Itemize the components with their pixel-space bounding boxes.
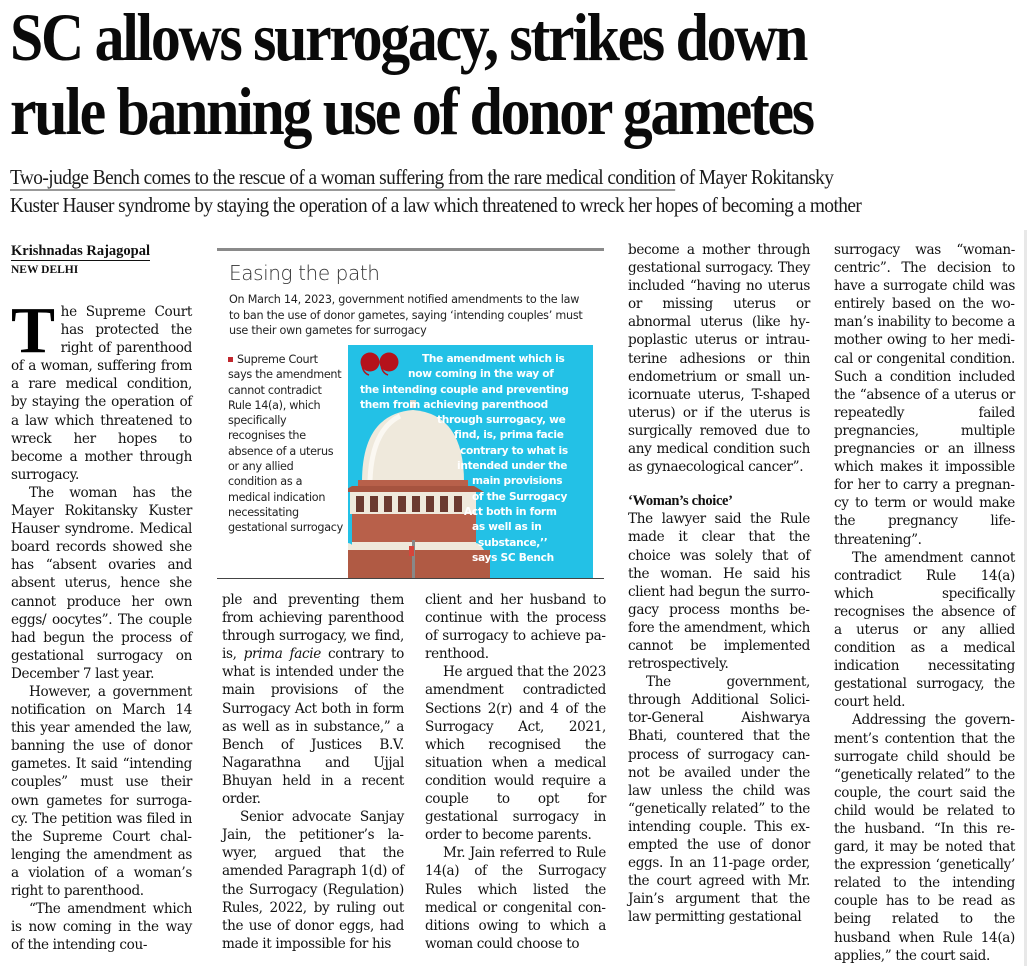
article-column-4	[628, 241, 810, 926]
divider	[217, 578, 604, 579]
italic-text: prima facie	[243, 646, 321, 663]
deck-subheadline	[10, 163, 948, 219]
paragraph: client and her husband to continue with the process of surrogacy to achieve parenthood.	[425, 592, 606, 663]
byline: Krishnadas Rajagopal	[11, 243, 150, 259]
article-column-5	[834, 241, 1015, 965]
paragraph: He argued that the 2023 amendment contradicted Sections 2(r) and 4 of the Surrogacy Act, 2021, which recognised the situation when a medical condition would require a couple to opt for gestational surrogacy in order to become parents.	[425, 664, 606, 844]
deck-text: of Mayer Rokitansky	[675, 165, 834, 189]
headline-line-2: rule banning use of donor gametes	[10, 73, 813, 149]
section-subhead: ‘Woman’s choice’	[628, 493, 733, 510]
pull-quote: The amendment which is now coming in the way of the intending couple and preventing them from achieving parenthood through surrogacy, we find, is, prima facie contrary to what is intended under the main provisions of the Surrogacy Act both in form as well as in substance,’’ says SC Bench	[360, 353, 569, 564]
infobox-title: Easing the path	[229, 261, 380, 285]
quote-panel	[348, 345, 593, 578]
article-column-1	[11, 294, 192, 954]
dateline: NEW DELHI	[11, 264, 79, 276]
bullet-square-icon	[228, 357, 233, 362]
infobox-intro: On March 14, 2023, government notified amendments to the law to ban the use of donor gametes, saying ‘intending couples’ must use their own gametes for surrogacy	[229, 293, 583, 338]
lead-paragraph: The Supreme Court has protected the right of parenthood of a woman, suffering from a rare medical condition, by staying the operation of a law which threatened to wreck her hopes to become a mother through surrogacy.	[11, 294, 192, 483]
paragraph: The amendment cannot contradict Rule 14(a) which specifically recognises the absence of a uterus or any allied condition as a medical indication necessitating gestational surrogacy, the court held.	[834, 549, 1015, 711]
paragraph: The lawyer said the Rule made it clear that the choice was solely that of the woman. He said his client had begun the surrogacy process months before the amendment, which cannot be implemented retrospectively.	[628, 511, 810, 673]
deck-underlined-text: Two-judge Bench comes to the rescue of a woman suffering from the rare medical condition	[10, 165, 676, 189]
paragraph: The woman has the Mayer Rokitansky Kuster Hauser syndrome. Medical board records showed she has “absent ovaries and absent uterus, hence she cannot produce her own eggs/ oocytes”. The couple had begun the process of gestational surrogacy on December 7 last year.	[11, 484, 192, 682]
infobox-bullet: Supreme Court says the amendment cannot contradict Rule 14(a), which specifically recognises the absence of a uterus or any allied condition as a medical indication necessitating gestational surrogacy	[228, 353, 343, 535]
paragraph: ple and preventing them from achieving parenthood through surrogacy, we find, is, prima facie contrary to what is intended under the main provisions of the Surrogacy Act both in form as well as in substance,” a Bench of Justices B.V. Nagarathna and Ujjal Bhuyan held in a recent order.	[222, 592, 404, 808]
article-column-2	[222, 591, 404, 953]
paragraph: Addressing the government’s contention that the surrogate child should be “genetically related” to the couple, the court said the child would be related to the husband. “In this regard, it may be noted that the expression ‘genetically’ related to the intending couple has to be read as being related to the husband when Rule 14(a) applies,” the court said.	[834, 712, 1015, 964]
paragraph: become a mother through gestational surrogacy. They included “having no uterus or missing uterus or abnormal uterus (like hypoplastic uterus or intrauterine adhesions or thin endometrium or small unicornuate uterus, T-shaped uterus) or if the uterus is surgically removed due to any medical condition such as gynaecological cancer”.	[628, 242, 810, 476]
infobox-easing-the-path	[217, 248, 609, 578]
paragraph: However, a government notification on March 14 this year amended the law, banning the use of donor gametes. It said “intending couples” must use their own gametes for surrogacy. The petition was filed in the Supreme Court challenging the amendment as a violation of a woman’s right to parenthood.	[11, 683, 192, 899]
paragraph: Senior advocate Sanjay Jain, the petitioner’s lawyer, argued that the amended Paragraph 1(d) of the Surrogacy (Regulation) Rules, 2022, by ruling out the use of donor eggs, had made it impossible for his	[222, 809, 404, 952]
headline-line-1: SC allows surrogacy, strikes down	[10, 0, 807, 75]
paragraph: surrogacy was “woman-centric”. The decision to have a surrogate child was entirely based on the woman’s inability to become a mother owing to her medical or congenital condition. Such a condition included the “absence of a uterus or repeatedly failed pregnancies, multiple pregnancies or an illness which makes it impossible for her to carry a pregnancy to term or would make the pregnancy life-threatening”.	[834, 242, 1015, 548]
headline	[10, 0, 899, 148]
divider	[217, 248, 604, 251]
article-column-3	[425, 591, 606, 953]
deck-text-line-2: Kuster Hauser syndrome by staying the operation of a law which threatened to wreck her hopes of becoming a mother	[10, 193, 862, 217]
paragraph: “The amendment which is now coming in the way of the intending cou-	[11, 901, 192, 954]
drop-cap: T	[11, 294, 55, 367]
paragraph: Mr. Jain referred to Rule 14(a) of the Surrogacy Rules which listed the medical or congenital conditions owing to which a woman could choose to	[425, 845, 606, 952]
paragraph: The government, through Additional Solicitor-General Aishwarya Bhati, countered that the process of surrogacy cannot be availed under the law unless the child was “genetically related” to the intending couple. This exempted the use of donor eggs. In an 11-page order, the court agreed with Mr. Jain’s argument that the law permitting gestational	[628, 674, 810, 926]
